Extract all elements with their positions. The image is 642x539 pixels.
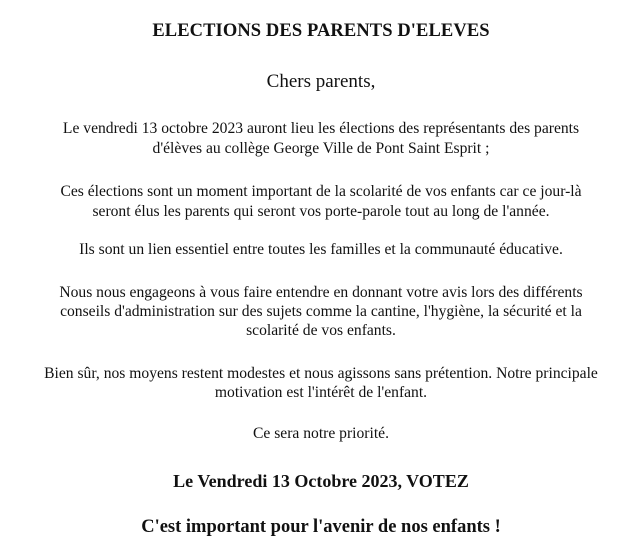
paragraph-6-line-1: Ce sera notre priorité.	[253, 425, 389, 442]
vote-call: Le Vendredi 13 Octobre 2023, VOTEZ	[173, 471, 469, 491]
closing-statement: C'est important pour l'avenir de nos enfants !	[141, 517, 501, 537]
paragraph-4-line-2: conseils d'administration sur des sujets comme la cantine, l'hygiène, la sécurité et la	[60, 303, 582, 320]
greeting: Chers parents,	[266, 71, 376, 92]
paragraph-1-line-2: d'élèves au collège George Ville de Pont Saint Esprit ;	[152, 140, 490, 157]
paragraph-3-line-1: Ils sont un lien essentiel entre toutes les familles et la communauté éducative.	[79, 241, 563, 258]
paragraph-4-line-1: Nous nous engageons à vous faire entendre en donnant votre avis lors des différents	[59, 284, 583, 301]
paragraph-5-line-2: motivation est l'intérêt de l'enfant.	[214, 384, 428, 401]
document-title: ELECTIONS DES PARENTS D'ELEVES	[152, 21, 490, 41]
paragraph-2-line-1: Ces élections sont un moment important de la scolarité de vos enfants car ce jour-là	[60, 183, 582, 200]
paragraph-2-line-2: seront élus les parents qui seront vos porte-parole tout au long de l'année.	[92, 203, 550, 220]
paragraph-1-line-1: Le vendredi 13 octobre 2023 auront lieu les élections des représentants des parents	[62, 120, 580, 137]
paragraph-5-line-1: Bien sûr, nos moyens restent modestes et nous agissons sans prétention. Notre principale	[44, 365, 598, 382]
paragraph-4-line-3: scolarité de vos enfants.	[246, 322, 396, 339]
